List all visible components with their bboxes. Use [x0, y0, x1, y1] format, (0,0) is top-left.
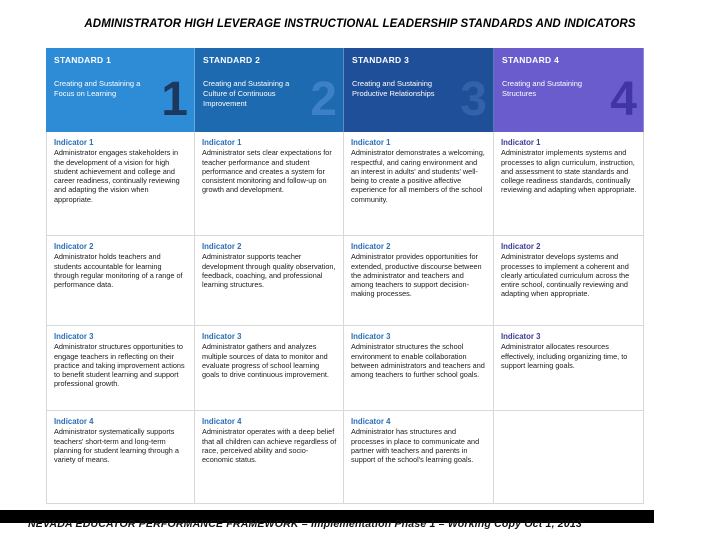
indicator-cell: [46, 236, 195, 326]
indicator-title: Indicator 1: [202, 138, 242, 147]
indicator-text: Administrator holds teachers and students accountable for learning through regular monitoring of a range of performance data.: [54, 252, 183, 290]
standard-3-header: [344, 48, 494, 132]
standard-label: STANDARD 4: [502, 55, 560, 65]
footer-text: NEVADA EDUCATOR PERFORMANCE FRAMEWORK – Implementation Phase 1 – Working Copy Oct 1, 2013: [28, 518, 582, 530]
indicator-cell: [344, 411, 494, 504]
indicator-cell: [46, 326, 195, 411]
indicator-cell: [46, 132, 195, 236]
indicator-title: Indicator 1: [501, 138, 541, 147]
standard-label: STANDARD 3: [352, 55, 410, 65]
indicator-title: Indicator 2: [202, 242, 242, 251]
indicator-title: Indicator 3: [501, 332, 541, 341]
indicator-cell: [344, 132, 494, 236]
indicator-title: Indicator 1: [54, 138, 94, 147]
indicator-title: Indicator 2: [351, 242, 391, 251]
indicator-cell: [344, 326, 494, 411]
indicator-text: Administrator provides opportunities for extended, productive discourse between the administrator and teachers and among teachers to support decision-making processes.: [351, 252, 482, 299]
indicator-text: Administrator systematically supports teachers' short-term and long-term planning for student learning through a variety of means.: [54, 427, 179, 465]
indicator-text: Administrator supports teacher development through quality observation, feedback, coaching, and professional learning structures.: [202, 252, 336, 290]
indicator-cell-empty: [494, 411, 644, 504]
indicator-title: Indicator 2: [501, 242, 541, 251]
indicator-title: Indicator 2: [54, 242, 94, 251]
indicator-text: Administrator sets clear expectations for teacher performance and student performance and creates a system for consistent monitoring and follow-up on growth and development.: [202, 148, 332, 195]
indicator-text: Administrator engages stakeholders in the development of a vision for high student achievement and college and career readiness, continually reviewing and adapting the vision when appropriate.: [54, 148, 180, 204]
indicator-text: Administrator operates with a deep belief that all children can achieve regardless of race, perceived ability and socio-economic status.: [202, 427, 337, 465]
page-title: ADMINISTRATOR HIGH LEVERAGE INSTRUCTIONAL LEADERSHIP STANDARDS AND INDICATORS: [84, 18, 636, 30]
standard-label: STANDARD 1: [54, 55, 112, 65]
standard-number: 2: [310, 73, 337, 126]
indicator-title: Indicator 3: [54, 332, 94, 341]
standard-subtitle: Creating and Sustaining Structures: [502, 79, 583, 98]
standard-number: 3: [460, 73, 487, 126]
indicator-text: Administrator implements systems and processes to align curriculum, instruction, and assessment to state standards and college readiness standards, continually reviewing and adapting when appropriate.: [501, 148, 637, 195]
indicator-title: Indicator 3: [351, 332, 391, 341]
indicator-cell: [195, 132, 344, 236]
indicator-title: Indicator 4: [351, 417, 391, 426]
indicator-cell: [494, 132, 644, 236]
indicator-cell: [195, 326, 344, 411]
indicator-title: Indicator 4: [202, 417, 242, 426]
indicator-cell: [195, 411, 344, 504]
standard-number: 1: [161, 73, 188, 126]
standard-4-header: [494, 48, 644, 132]
indicator-text: Administrator allocates resources effectively, including organizing time, to support learning goals.: [501, 342, 628, 370]
standard-1-header: [46, 48, 195, 132]
indicator-text: Administrator structures opportunities to engage teachers in reflecting on their practice and taking improvement actions to benefit student learning and support professional growth.: [54, 342, 185, 389]
standard-subtitle: Creating and Sustaining a Culture of Continuous Improvement: [203, 79, 290, 108]
standard-2-header: [195, 48, 344, 132]
indicator-cell: [195, 236, 344, 326]
indicator-text: Administrator gathers and analyzes multiple sources of data to monitor and evaluate progress of school learning goals to drive continuous improvement.: [202, 342, 329, 380]
standards-grid: [46, 48, 644, 504]
indicator-title: Indicator 3: [202, 332, 242, 341]
indicator-title: Indicator 4: [54, 417, 94, 426]
indicator-title: Indicator 1: [351, 138, 391, 147]
standard-number: 4: [610, 73, 637, 126]
indicator-text: Administrator has structures and processes in place to communicate and partner with teachers and parents in support of the school's learning goals.: [351, 427, 480, 465]
indicator-text: Administrator demonstrates a welcoming, respectful, and caring environment and an interest in adults' and students' well-being to create a positive affective experience for all members of the school community.: [351, 148, 485, 204]
indicator-text: Administrator develops systems and processes to implement a coherent and clearly articulated curriculum across the entire school, continually reviewing and adapting when appropriate.: [501, 252, 630, 299]
standard-subtitle: Creating and Sustaining Productive Relationships: [352, 79, 435, 98]
indicator-cell: [344, 236, 494, 326]
indicator-cell: [494, 236, 644, 326]
indicator-text: Administrator structures the school environment to enable collaboration between administrators and teachers and among teachers to further school goals.: [351, 342, 485, 380]
standard-label: STANDARD 2: [203, 55, 261, 65]
indicator-cell: [494, 326, 644, 411]
standard-subtitle: Creating and Sustaining a Focus on Learning: [54, 79, 141, 98]
indicator-cell: [46, 411, 195, 504]
